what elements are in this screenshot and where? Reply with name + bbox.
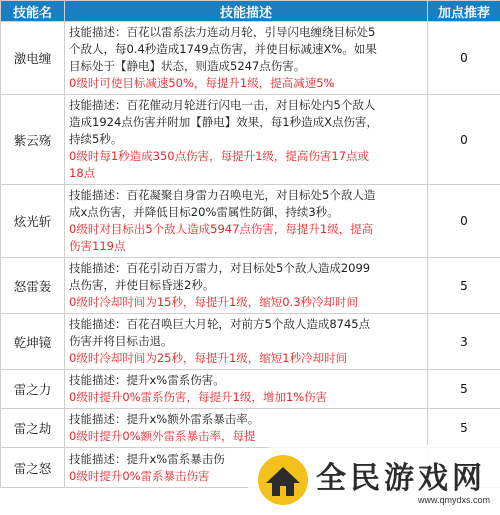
table-row (1, 370, 500, 409)
house-logo-icon (256, 453, 310, 507)
level-note-line: 0级时可使目标减速50%，每提升1级，提高减速5% (69, 76, 335, 90)
watermark (248, 445, 500, 515)
description-line: 成x点伤害，并降低目标20%雷属性防御，持续3秒。 (69, 205, 339, 219)
skill-name: 雷之力 (1, 370, 65, 409)
description-line: 目标处于【静电】状态，则造成5247点伤害。 (69, 59, 306, 73)
description-line: 技能描述：提升x%额外雷系暴击率。 (69, 412, 260, 426)
skill-description (65, 314, 428, 370)
table-row (1, 258, 500, 314)
description-line: 技能描述：百花以雷系法力连动月轮，引导闪电缠绕目标处5 (69, 25, 376, 39)
recommended-points: 5 (428, 258, 500, 314)
table-row (1, 314, 500, 370)
level-note-line: 18点 (69, 166, 96, 180)
level-note-line: 0级时提升0%额外雷系暴击率，每提 (69, 429, 256, 443)
skill-description (65, 22, 428, 95)
recommended-points: 5 (428, 370, 500, 409)
table-row (1, 409, 500, 448)
watermark-url: www.qmydxs.com (418, 495, 491, 505)
header-points: 加点推荐 (428, 1, 500, 22)
description-line: 技能描述：提升x%雷系暴击伤 (69, 451, 225, 466)
table-row (1, 22, 500, 95)
description-line: 个敌人，每0.4秒造成1749点伤害，并使目标减速X%。如果 (69, 42, 377, 56)
skill-description (65, 370, 428, 409)
level-note-line: 0级时对目标出5个敌人造成5947点伤害，每提升1级，提高 (69, 222, 374, 236)
description-line: 伤害并将目标击退。 (69, 334, 173, 348)
level-note-line: 0级时冷却时间为15秒，每提升1级，缩短0.3秒冷却时间 (69, 295, 359, 309)
skill-name: 紫云殇 (1, 95, 65, 185)
description-line: 技能描述：提升x%雷系伤害。 (69, 373, 225, 387)
skill-name: 怒雷轰 (1, 258, 65, 314)
level-note-line: 0级时提升0%雷系暴击伤害 (69, 468, 210, 483)
header-skill-name: 技能名 (1, 1, 65, 22)
recommended-points: 0 (428, 185, 500, 258)
recommended-points: 0 (428, 22, 500, 95)
recommended-points: 5 (428, 409, 500, 448)
skill-name: 炫光斩 (1, 185, 65, 258)
recommended-points: 3 (428, 314, 500, 370)
level-note-line: 伤害119点 (69, 239, 126, 253)
skill-name: 乾坤镜 (1, 314, 65, 370)
description-line: 技能描述：百花引动百万雷力，对目标处5个敌人造成2099 (69, 261, 371, 275)
table-header-row (1, 1, 500, 22)
description-line: 造成1924点伤害并附加【静电】效果，每1秒造成X点伤害， (69, 115, 378, 129)
skill-description (65, 258, 428, 314)
description-line: 技能描述：百花召唤巨大月轮，对前方5个敌人造成8745点 (69, 317, 371, 331)
skill-name: 雷之劫 (1, 409, 65, 448)
level-note-line: 0级时提升0%雷系伤害，每提升1级，增加1%伤害 (69, 390, 328, 404)
skill-description (65, 409, 428, 448)
description-line: 持续5秒。 (69, 132, 123, 146)
level-note-line: 0级时每1秒造成350点伤害，每提升1级，提高伤害17点或 (69, 149, 370, 163)
header-skill-desc: 技能描述 (65, 1, 428, 22)
skill-description (65, 185, 428, 258)
watermark-title: 全民游戏网 (316, 461, 486, 496)
recommended-points: 0 (428, 95, 500, 185)
level-note-line: 0级时冷却时间为25秒，每提升1级，缩短1秒冷却时间 (69, 351, 348, 365)
skill-name: 激电缠 (1, 22, 65, 95)
description-line: 技能描述：百花催动月轮进行闪电一击，对目标处内5个敌人 (69, 98, 376, 112)
description-line: 点伤害，并使目标昏迷2秒。 (69, 278, 215, 292)
table-row (1, 95, 500, 185)
table-row (1, 185, 500, 258)
skill-description (65, 95, 428, 185)
skill-name: 雷之怒 (1, 448, 65, 488)
description-line: 技能描述：百花凝聚自身雷力召唤电光，对目标处5个敌人造 (69, 188, 376, 202)
